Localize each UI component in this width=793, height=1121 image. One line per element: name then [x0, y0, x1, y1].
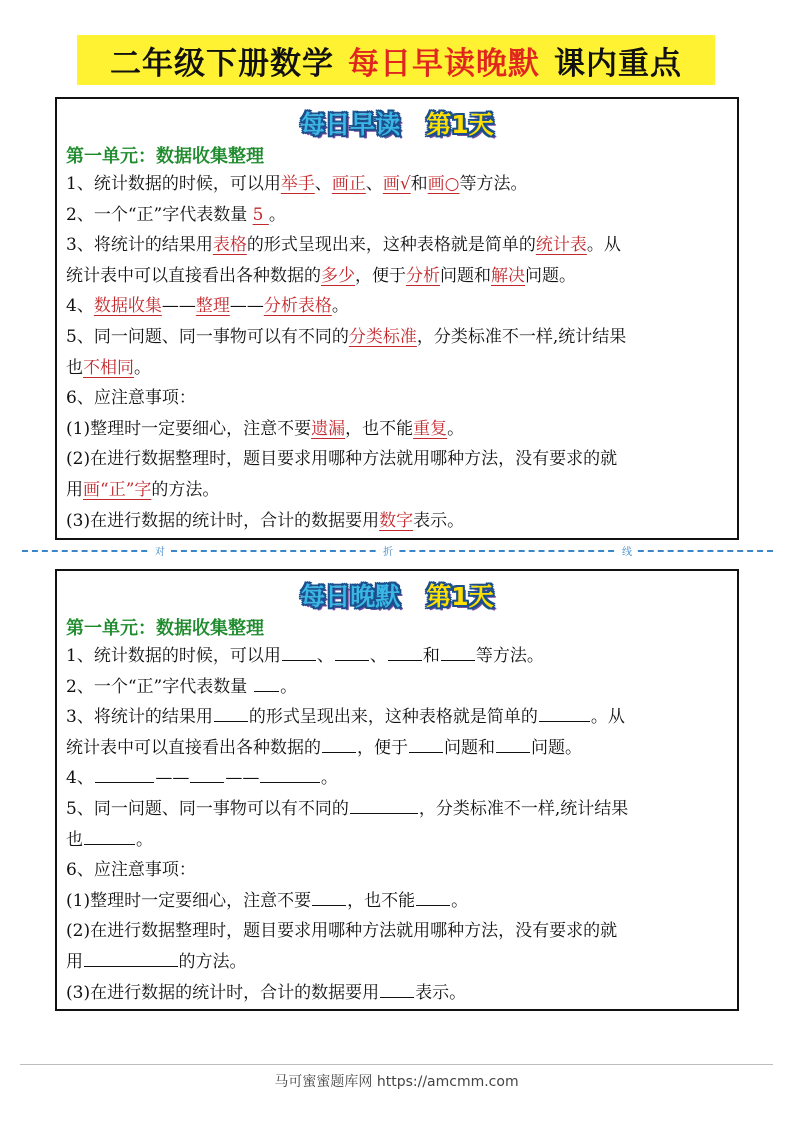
line-text: 和	[410, 174, 428, 194]
fill-blank	[260, 765, 320, 783]
line-text: ，便于	[357, 737, 408, 758]
answer-text: 不相同	[83, 357, 134, 378]
text-line	[66, 353, 729, 384]
fill-blank	[380, 980, 414, 998]
answer-text: 画√	[382, 174, 411, 194]
text-line	[66, 444, 729, 475]
answer-text: 遗漏	[311, 418, 346, 439]
line-text: 也	[66, 357, 83, 378]
line-text: (3)在进行数据的统计时，合计的数据要用	[66, 982, 380, 1003]
fill-blank	[335, 643, 369, 661]
evening-unit-heading: 第一单元：数据收集整理	[66, 618, 264, 639]
fill-blank	[416, 888, 450, 906]
fill-blank	[539, 704, 590, 722]
line-text: 2、一个“正”字代表数量	[66, 676, 253, 697]
line-text: (3)在进行数据的统计时，合计的数据要用	[66, 510, 380, 531]
fill-blank	[322, 735, 356, 753]
line-text: 。	[447, 418, 465, 439]
line-text: ，也不能	[345, 418, 414, 439]
fill-blank	[388, 643, 422, 661]
line-text: ——	[161, 296, 196, 317]
text-line	[66, 825, 729, 856]
fill-blank	[409, 735, 443, 753]
title-grade: 二年级下册数学	[110, 45, 334, 82]
fill-blank	[190, 765, 224, 783]
line-text: (1)整理时一定要细心，注意不要	[66, 890, 312, 911]
text-line	[66, 978, 729, 1009]
line-text: 6、应注意事项：	[66, 388, 196, 409]
text-line	[66, 947, 729, 978]
line-text: 、	[316, 646, 334, 666]
line-text: 、	[369, 646, 387, 666]
title-subject: 每日早读晚默	[348, 45, 540, 82]
line-text: 问题。	[531, 737, 582, 758]
morning-title-text: 每日早读	[300, 110, 401, 139]
line-text: (2)在进行数据整理时，题目要求用哪种方法就用哪种方法，没有要求的就	[66, 449, 618, 470]
line-text: 。	[136, 829, 153, 850]
line-text: 3、将统计的结果用	[66, 707, 213, 728]
line-text: 问题和	[444, 737, 495, 758]
answer-text: 画○	[427, 174, 460, 194]
text-line	[66, 383, 729, 414]
text-line	[66, 855, 729, 886]
fill-blank	[282, 643, 316, 661]
answer-text: 分析	[406, 265, 440, 286]
fill-blank	[95, 765, 155, 783]
footer-divider	[20, 1064, 773, 1065]
line-text: 等方法。	[459, 174, 528, 194]
line-text: 。从	[590, 707, 625, 728]
fill-blank	[214, 704, 248, 722]
line-text: ——	[229, 296, 264, 317]
text-line	[66, 763, 729, 794]
line-text: ，分类标准不一样,统计结果	[418, 798, 629, 819]
answer-text: 解决	[491, 265, 525, 286]
fill-blank	[496, 735, 530, 753]
text-line	[66, 261, 729, 292]
line-text: 的形式呈现出来，这种表格就是简单的	[248, 707, 538, 728]
morning-unit-heading: 第一单元：数据收集整理	[66, 146, 264, 167]
answer-text: 重复	[413, 418, 448, 439]
answer-text: 举手	[280, 174, 315, 194]
fill-blank	[84, 949, 178, 967]
line-text: 。	[451, 890, 469, 911]
text-line	[66, 475, 729, 506]
line-text: 5、同一问题、同一事物可以有不同的	[66, 798, 349, 819]
line-text: 问题。	[525, 265, 576, 286]
text-line	[66, 291, 729, 322]
answer-text: 数据收集	[93, 296, 162, 317]
evening-title	[57, 577, 737, 613]
answer-text: 分类标准	[348, 326, 417, 347]
line-text: ，便于	[355, 265, 406, 286]
answer-text: 整理	[195, 296, 230, 317]
line-text: 也	[66, 829, 83, 850]
line-text: 问题和	[440, 265, 491, 286]
answer-text: 统计表	[535, 235, 587, 256]
line-text: 统计表中可以直接看出各种数据的	[66, 265, 321, 286]
line-text: (2)在进行数据整理时，题目要求用哪种方法就用哪种方法，没有要求的就	[66, 921, 618, 942]
text-line	[66, 672, 729, 703]
text-line	[66, 733, 729, 764]
line-text: 和	[422, 646, 440, 666]
text-line	[66, 916, 729, 947]
line-text: 表示。	[413, 510, 465, 531]
answer-text: 分析表格	[263, 296, 332, 317]
line-text: 、	[365, 174, 383, 194]
evening-title-text: 每日晚默	[300, 582, 401, 611]
line-text: 的方法。	[178, 951, 247, 972]
text-line	[66, 886, 729, 917]
evening-recall-box	[55, 569, 739, 1011]
line-text: 4、	[66, 296, 94, 317]
morning-day: 第1天	[426, 110, 494, 139]
text-line	[66, 641, 729, 672]
line-text: 5、同一问题、同一事物可以有不同的	[66, 326, 349, 347]
answer-text: 数字	[379, 510, 414, 531]
line-text: ——	[155, 768, 190, 789]
fold-label-2: 折	[379, 543, 397, 558]
line-text: 等方法。	[475, 646, 544, 666]
line-text: 2、一个“正”字代表数量	[66, 204, 253, 225]
line-text: 的形式呈现出来，这种表格就是简单的	[246, 235, 536, 256]
evening-day: 第1天	[426, 582, 494, 611]
fold-label-1: 对	[151, 543, 169, 558]
line-text: 用	[66, 951, 83, 972]
answer-text: 画正	[331, 174, 366, 194]
line-text: 1、统计数据的时候，可以用	[66, 646, 281, 666]
answer-text: 表格	[212, 235, 247, 256]
line-text: 用	[66, 479, 83, 500]
text-line	[66, 794, 729, 825]
page-title-banner	[77, 35, 715, 85]
evening-content	[66, 641, 729, 1008]
line-text: ，也不能	[347, 890, 416, 911]
fill-blank	[254, 674, 280, 692]
line-text: 。	[134, 357, 151, 378]
answer-text: 画“正”字	[83, 479, 152, 500]
line-text: 。	[280, 676, 298, 697]
line-text: 。	[320, 768, 338, 789]
line-text: 、	[314, 174, 332, 194]
fill-blank	[84, 827, 135, 845]
line-text: 6、应注意事项：	[66, 860, 196, 881]
text-line	[66, 506, 729, 537]
line-text: 3、将统计的结果用	[66, 235, 213, 256]
text-line	[66, 414, 729, 445]
line-text: ，分类标准不一样,统计结果	[416, 326, 627, 347]
text-line	[66, 169, 729, 200]
fold-line	[22, 550, 773, 552]
morning-reading-box	[55, 97, 739, 540]
line-text: 统计表中可以直接看出各种数据的	[66, 737, 321, 758]
text-line	[66, 200, 729, 231]
line-text: 1、统计数据的时候，可以用	[66, 174, 281, 194]
line-text: 。	[331, 296, 349, 317]
text-line	[66, 230, 729, 261]
title-focus: 课内重点	[554, 45, 682, 82]
answer-text: 多少	[321, 265, 355, 286]
text-line	[66, 322, 729, 353]
fold-label-3: 线	[618, 543, 636, 558]
morning-content	[66, 169, 729, 536]
answer-text: 5	[252, 204, 269, 225]
morning-title	[57, 105, 737, 141]
line-text: 4、	[66, 768, 94, 789]
line-text: 。从	[586, 235, 621, 256]
fill-blank	[441, 643, 475, 661]
line-text: (1)整理时一定要细心，注意不要	[66, 418, 312, 439]
fill-blank	[312, 888, 346, 906]
line-text: 的方法。	[151, 479, 220, 500]
line-text: ——	[225, 768, 260, 789]
footer-source: 马可蜜蜜题库网 https://amcmm.com	[274, 1074, 519, 1090]
text-line	[66, 702, 729, 733]
line-text: 。	[268, 204, 286, 225]
fill-blank	[350, 796, 418, 814]
line-text: 表示。	[415, 982, 467, 1003]
